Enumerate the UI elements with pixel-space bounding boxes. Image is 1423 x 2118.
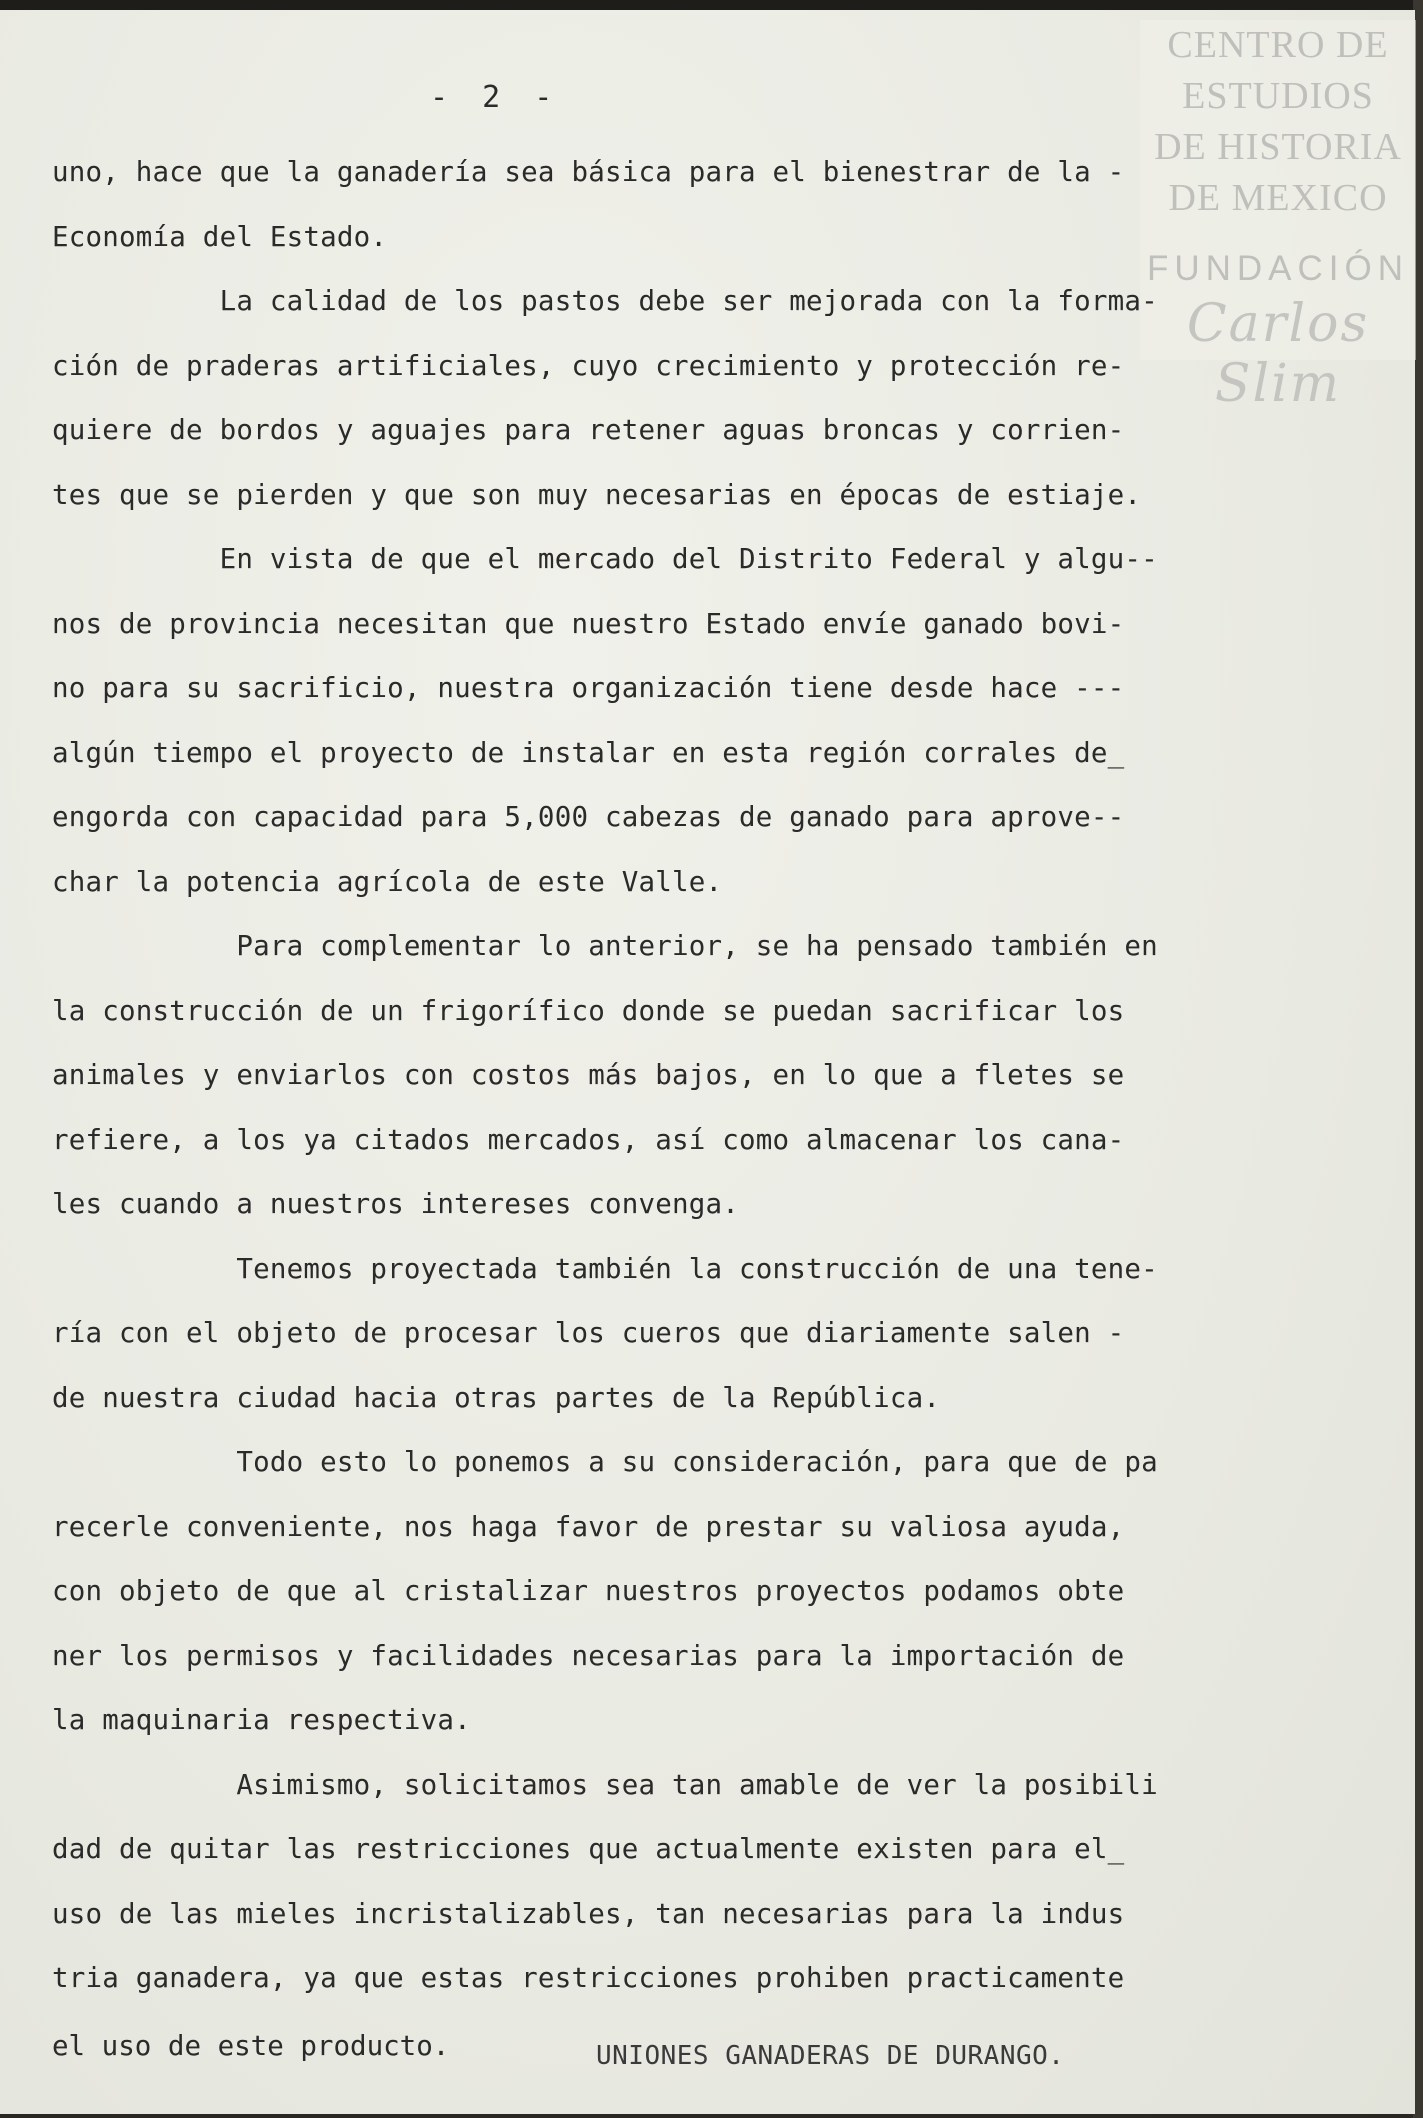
watermark-line: DE MEXICO bbox=[1168, 177, 1388, 219]
text-line: ner los permisos y facilidades necesarias para la importación de bbox=[52, 1639, 1125, 1672]
watermark-line: ESTUDIOS bbox=[1182, 75, 1374, 117]
text-line: engorda con capacidad para 5,000 cabezas de ganado para aprove-- bbox=[52, 801, 1125, 833]
text-line: animales y enviarlos con costos más bajos, en lo que a fletes se bbox=[52, 1059, 1125, 1091]
text-line: refiere, a los ya citados mercados, así como almacenar los cana- bbox=[52, 1123, 1125, 1156]
text-line: no para su sacrificio, nuestra organización tiene desde hace --- bbox=[52, 672, 1125, 704]
watermark-line: DE HISTORIA bbox=[1154, 126, 1402, 168]
text-line: quiere de bordos y aguajes para retener aguas broncas y corrien- bbox=[52, 414, 1125, 446]
text-line: Para complementar lo anterior, se ha pensado también en bbox=[52, 930, 1158, 962]
text-line: char la potencia agrícola de este Valle. bbox=[52, 865, 723, 898]
text-line: recerle conveniente, nos haga favor de prestar su valiosa ayuda, bbox=[52, 1510, 1125, 1543]
text-line: Todo esto lo ponemos a su consideración, para que de pa bbox=[52, 1446, 1158, 1478]
watermark-foundation: FUNDACIÓN bbox=[1146, 249, 1410, 288]
letter-body bbox=[52, 140, 1282, 2011]
text-line: la maquinaria respectiva. bbox=[52, 1704, 471, 1736]
closing-line: el uso de este producto. bbox=[52, 2030, 450, 2062]
text-line: uno, hace que la ganadería sea básica para el bienestrar de la - bbox=[52, 156, 1125, 188]
text-line: de nuestra ciudad hacia otras partes de la República. bbox=[52, 1381, 941, 1414]
text-line: tria ganadera, ya que estas restricciones prohiben practicamente bbox=[52, 1962, 1125, 1994]
signature-block: UNIONES GANADERAS DE DURANGO. bbox=[596, 2041, 1065, 2071]
text-line: dad de quitar las restricciones que actualmente existen para el_ bbox=[52, 1833, 1125, 1865]
watermark-line: CENTRO DE bbox=[1167, 24, 1389, 66]
text-line: Asimismo, solicitamos sea tan amable de ver la posibili bbox=[52, 1768, 1158, 1801]
text-line: les cuando a nuestros intereses convenga. bbox=[52, 1188, 740, 1220]
text-line: Tenemos proyectada también la construcción de una tene- bbox=[52, 1252, 1158, 1285]
text-line: algún tiempo el proyecto de instalar en esta región corrales de_ bbox=[52, 736, 1125, 769]
watermark-signature: Carlos Slim bbox=[1186, 294, 1370, 414]
text-line: La calidad de los pastos debe ser mejorada con la forma- bbox=[52, 285, 1158, 317]
text-line: ción de praderas artificiales, cuyo crecimiento y protección re- bbox=[52, 349, 1125, 382]
text-line: nos de provincia necesitan que nuestro Estado envíe ganado bovi- bbox=[52, 607, 1125, 640]
text-line: Economía del Estado. bbox=[52, 220, 388, 253]
text-line: uso de las mieles incristalizables, tan necesarias para la indus bbox=[52, 1897, 1125, 1930]
text-line: ría con el objeto de procesar los cueros que diariamente salen - bbox=[52, 1317, 1125, 1349]
page-number: - 2 - bbox=[430, 80, 561, 115]
document-page bbox=[0, 10, 1415, 2114]
text-line: con objeto de que al cristalizar nuestros proyectos podamos obte bbox=[52, 1575, 1125, 1607]
text-line: En vista de que el mercado del Distrito Federal y algu-- bbox=[52, 543, 1158, 575]
text-line: tes que se pierden y que son muy necesarias en épocas de estiaje. bbox=[52, 478, 1142, 511]
text-line: la construcción de un frigorífico donde se puedan sacrificar los bbox=[52, 994, 1125, 1027]
